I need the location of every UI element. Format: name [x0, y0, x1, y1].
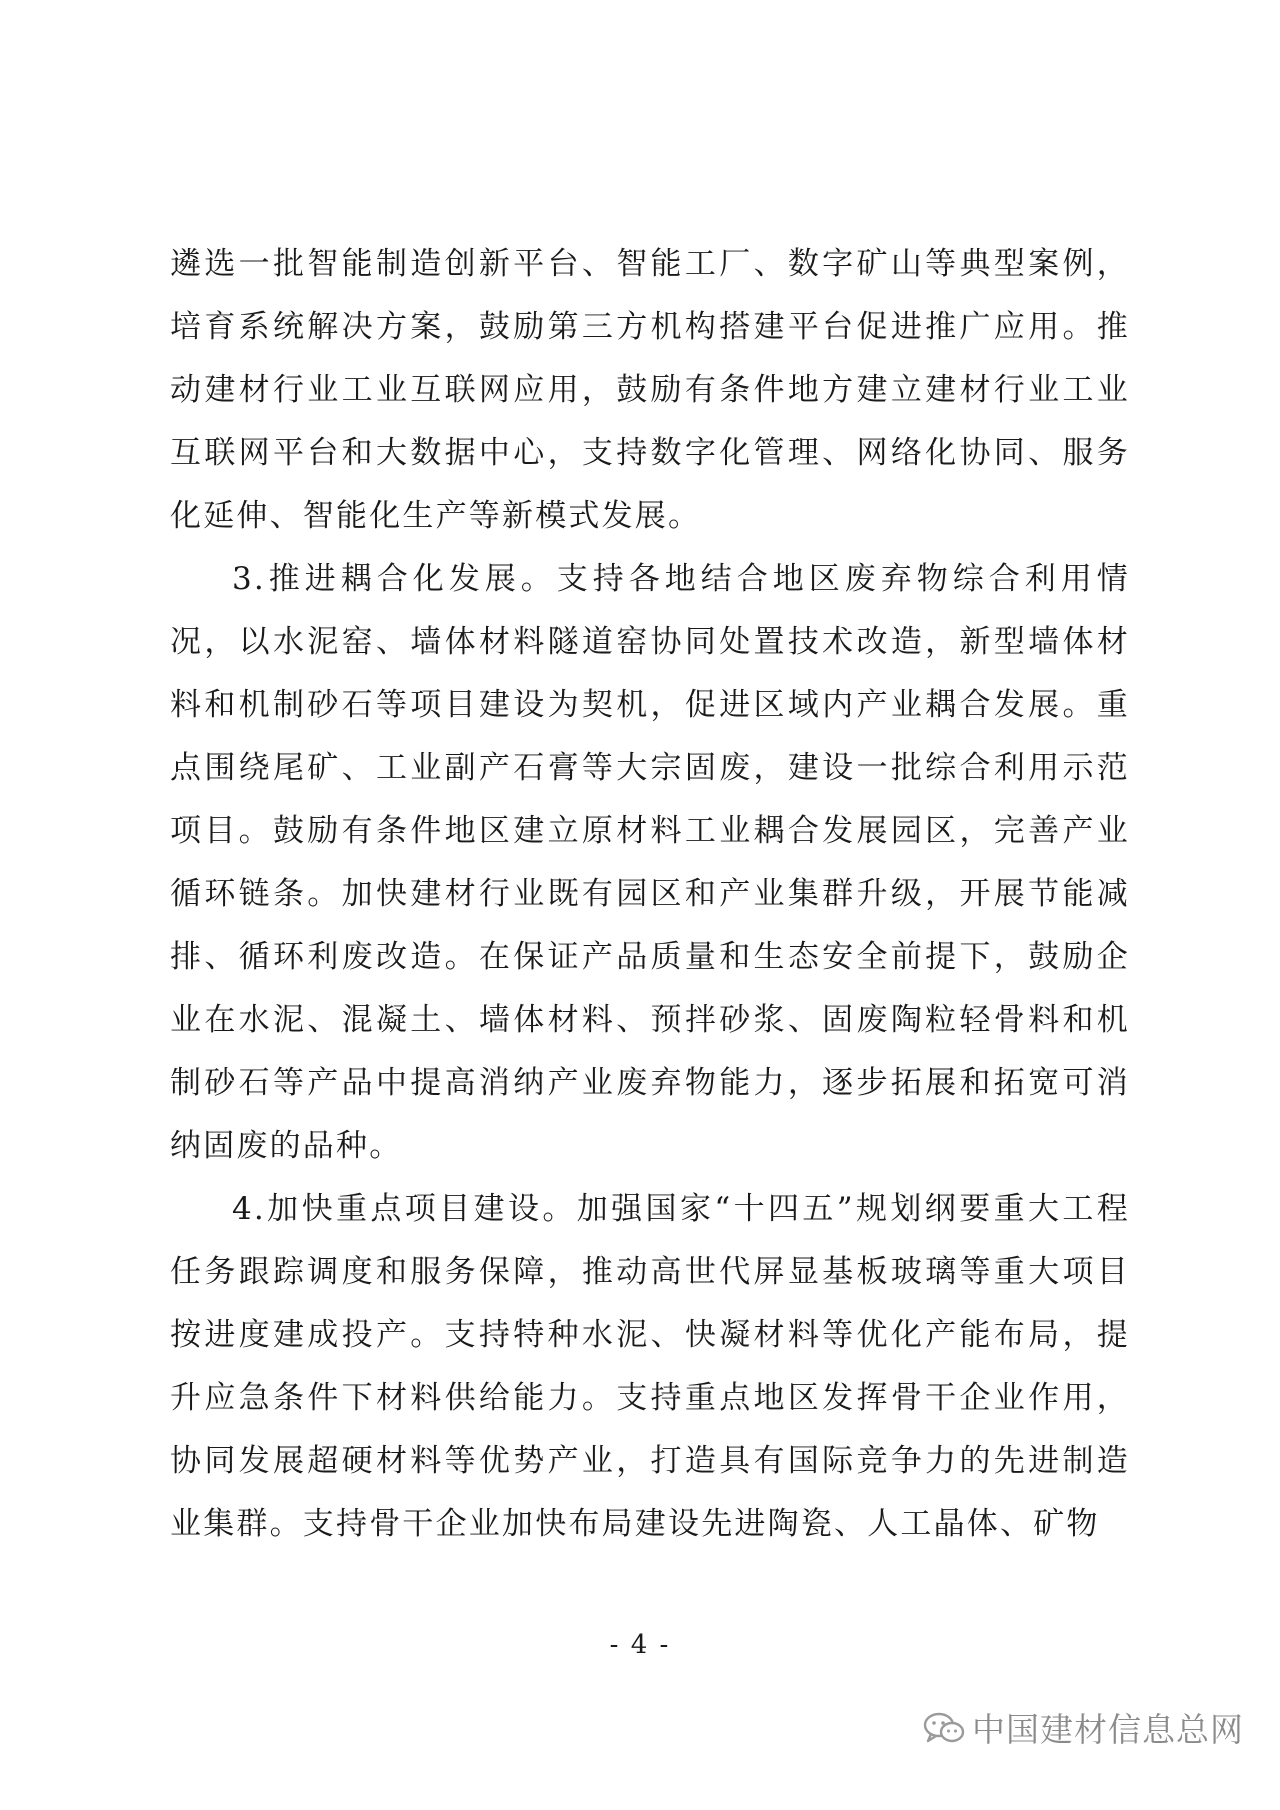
text-line: 项目。鼓励有条件地区建立原材料工业耦合发展园区，完善产业 — [170, 813, 1130, 849]
text-line: 业在水泥、混凝土、墙体材料、预拌砂浆、固废陶粒轻骨料和机 — [170, 1002, 1130, 1038]
text-line: 点围绕尾矿、工业副产石膏等大宗固废，建设一批综合利用示范 — [170, 750, 1130, 786]
text-line: 况，以水泥窑、墙体材料隧道窑协同处置技术改造，新型墙体材 — [170, 624, 1130, 660]
paragraph — [170, 1178, 1130, 1556]
text-line: 循环链条。加快建材行业既有园区和产业集群升级，开展节能减 — [170, 876, 1130, 912]
text-line: 排、循环利废改造。在保证产品质量和生态安全前提下，鼓励企 — [170, 939, 1130, 975]
text-line: 纳固废的品种。 — [170, 1128, 403, 1164]
paragraph — [170, 233, 1130, 548]
wechat-icon — [922, 1710, 966, 1746]
text-line: 制砂石等产品中提高消纳产业废弃物能力，逐步拓展和拓宽可消 — [170, 1065, 1130, 1101]
text-line: 按进度建成投产。支持特种水泥、快凝材料等优化产能布局，提 — [170, 1317, 1130, 1353]
text-line: 动建材行业工业互联网应用，鼓励有条件地方建立建材行业工业 — [170, 372, 1130, 408]
watermark-text: 中国建材信息总网 — [972, 1710, 1244, 1749]
text-line: 任务跟踪调度和服务保障，推动高世代屏显基板玻璃等重大项目 — [170, 1254, 1130, 1290]
text-line: 升应急条件下材料供给能力。支持重点地区发挥骨干企业作用， — [170, 1380, 1130, 1416]
text-line: 3.推进耦合化发展。支持各地结合地区废弃物综合利用情 — [232, 561, 1130, 597]
body-text — [170, 233, 1130, 1556]
paragraph — [170, 548, 1130, 1178]
text-line: 料和机制砂石等项目建设为契机，促进区域内产业耦合发展。重 — [170, 687, 1130, 723]
text-line: 遴选一批智能制造创新平台、智能工厂、数字矿山等典型案例， — [170, 246, 1130, 282]
text-line: 培育系统解决方案，鼓励第三方机构搭建平台促进推广应用。推 — [170, 309, 1130, 345]
text-line: 协同发展超硬材料等优势产业，打造具有国际竞争力的先进制造 — [170, 1443, 1130, 1479]
text-line: 业集群。支持骨干企业加快布局建设先进陶瓷、人工晶体、矿物 — [170, 1506, 1100, 1542]
text-line: 互联网平台和大数据中心，支持数字化管理、网络化协同、服务 — [170, 435, 1130, 471]
watermark — [922, 1704, 1244, 1751]
text-line: 4.加快重点项目建设。加强国家“十四五”规划纲要重大工程 — [232, 1191, 1130, 1227]
text-line: 化延伸、智能化生产等新模式发展。 — [170, 498, 702, 534]
page-number: - 4 - — [609, 1630, 671, 1660]
